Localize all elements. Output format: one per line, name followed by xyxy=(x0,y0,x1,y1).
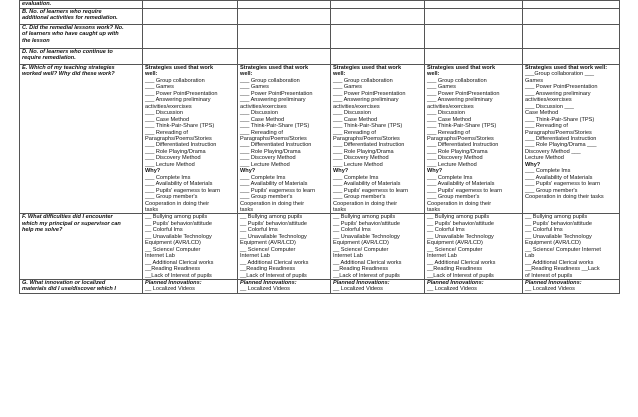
strategy-item[interactable]: ___ Differentiated Instruction xyxy=(525,135,597,142)
innovation-item[interactable]: __ Localized Videos xyxy=(427,286,477,293)
strategies-cell[interactable] xyxy=(238,65,331,214)
strategy-item: activities/exercises xyxy=(427,103,474,110)
difficulty-item[interactable]: __ Colorful Ims xyxy=(333,227,371,234)
cell-d-3[interactable] xyxy=(331,49,425,65)
row-d-continue-remediation xyxy=(20,49,620,65)
strategy-item[interactable]: ___ Think-Pair-Share (TPS) xyxy=(333,123,403,130)
cell-a-1[interactable] xyxy=(143,1,238,9)
row-c-remedial-lessons xyxy=(20,25,620,49)
why-item: tasks xyxy=(240,206,254,213)
row-f-line: F. What difficulties did I encounter xyxy=(22,214,113,221)
difficulty-item[interactable]: __ Additional Clerical works xyxy=(240,259,309,266)
innovations-cell[interactable] xyxy=(238,279,331,293)
strategies-heading: Strategies used that work xyxy=(240,65,309,71)
strategy-item[interactable]: Discovery Method ___ xyxy=(525,148,581,155)
difficulty-item: Equipment (AVR/LCD) xyxy=(145,240,201,247)
innovation-item[interactable]: __ Localized Videos xyxy=(145,286,195,293)
innovations-heading: Planned Innovations: xyxy=(240,279,297,286)
strategy-item: activities/exercises xyxy=(333,103,380,110)
row-b-line: additional activities for remediation. xyxy=(22,15,118,22)
strategies-heading: Strategies used that work xyxy=(333,65,402,71)
row-a-label xyxy=(20,1,143,9)
difficulty-item[interactable]: __Lack of Interest of pupils xyxy=(240,272,307,279)
strategy-item[interactable]: ___ Answering preliminary xyxy=(525,90,591,97)
row-e-teaching-strategies xyxy=(20,65,620,214)
strategies-heading: Strategies used that work xyxy=(145,65,214,71)
row-a-evaluation xyxy=(20,1,620,9)
row-d-label xyxy=(20,49,143,65)
innovations-heading: Planned Innovations: xyxy=(333,279,390,286)
strategy-item[interactable]: ___ Differentiated Instruction xyxy=(333,142,405,149)
difficulties-cell[interactable] xyxy=(238,214,331,280)
strategy-item[interactable]: ___ Lecture Method xyxy=(427,161,477,168)
strategy-item[interactable]: ___ Discovery Method xyxy=(427,155,483,162)
difficulty-item[interactable]: __ Pupils' behavior/attitude xyxy=(333,220,400,227)
innovation-item[interactable]: __ Localized Videos xyxy=(525,286,575,293)
strategy-item[interactable]: ___ Lecture Method xyxy=(333,161,383,168)
strategy-item[interactable]: ___ Case Method xyxy=(240,116,285,123)
difficulty-item[interactable]: __ Science/ Computer xyxy=(240,246,296,253)
strategy-item[interactable]: Lecture Method xyxy=(525,155,564,162)
cell-b-1[interactable] xyxy=(143,9,238,25)
innovations-heading: Planned Innovations: xyxy=(427,279,484,286)
why-item[interactable]: ___ Group member's xyxy=(333,194,386,201)
cell-b-3[interactable] xyxy=(331,9,425,25)
why-item[interactable]: ___ Group member's xyxy=(525,187,578,194)
innovations-cell[interactable] xyxy=(425,279,523,293)
difficulty-item[interactable]: __ Bullying among pupils xyxy=(525,214,588,221)
difficulties-cell[interactable] xyxy=(425,214,523,280)
strategy-item[interactable]: ___ Think-Pair-Share (TPS) xyxy=(525,116,595,123)
strategy-item: activities/exercises xyxy=(240,103,287,110)
why-heading: Why? xyxy=(427,168,443,175)
strategy-item[interactable]: ___ Power PointPresentation xyxy=(145,90,218,97)
why-item: tasks xyxy=(145,206,159,213)
difficulty-item: Internet Lab xyxy=(145,253,175,260)
difficulty-item[interactable]: __ Unavailable Technology xyxy=(525,233,592,240)
difficulty-item[interactable]: __ Unavailable Technology xyxy=(145,233,212,240)
strategy-item[interactable]: ___ Discussion xyxy=(145,110,183,117)
strategy-item[interactable]: ___ Role Playing/Drama xyxy=(427,148,488,155)
difficulty-item[interactable]: __ Additional Clerical works xyxy=(333,259,402,266)
row-e-line: worked well? Why did these work? xyxy=(22,71,115,78)
strategies-cell[interactable] xyxy=(425,65,523,214)
strategy-item: Paragraphs/Poems/Stories xyxy=(525,129,592,136)
strategy-item: activities/exercises xyxy=(525,97,572,104)
why-item[interactable]: ___ Group member's xyxy=(427,194,480,201)
cell-c-5[interactable] xyxy=(523,25,620,49)
difficulty-item[interactable]: __ Unavailable Technology xyxy=(427,233,494,240)
cell-c-4[interactable] xyxy=(425,25,523,49)
strategy-item[interactable]: ___ Rereading of xyxy=(240,129,283,136)
why-item[interactable]: ___ Availability of Materials xyxy=(333,181,401,188)
why-item: Cooperation in doing their xyxy=(240,200,305,207)
why-item[interactable]: ___ Complete Ims xyxy=(525,168,571,175)
strategy-item[interactable]: ___ Differentiated Instruction xyxy=(427,142,499,149)
cell-d-2[interactable] xyxy=(238,49,331,65)
innovation-item[interactable]: __ Localized Videos xyxy=(333,286,383,293)
difficulty-item: Internet Lab xyxy=(240,253,270,260)
strategy-item[interactable]: ___ Discovery Method xyxy=(145,155,201,162)
cell-a-3[interactable] xyxy=(331,1,425,9)
strategy-item: Paragraphs/Poems/Stories xyxy=(427,135,494,142)
row-b-line: B. No. of learners who require xyxy=(22,9,102,15)
strategy-item[interactable]: ___ Games xyxy=(333,84,362,91)
strategy-item: Paragraphs/Poems/Stories xyxy=(240,135,307,142)
difficulty-item[interactable]: __ Additional Clerical works xyxy=(145,259,214,266)
cell-b-5[interactable] xyxy=(523,9,620,25)
why-item: Cooperation in doing their tasks xyxy=(525,194,604,201)
strategy-item[interactable]: ___ Group collaboration xyxy=(145,77,205,84)
strategy-item[interactable]: ___ Games xyxy=(427,84,456,91)
row-f-difficulties xyxy=(20,214,620,280)
difficulty-item[interactable]: __ Additional Clerical works xyxy=(427,259,496,266)
row-f-line: which my principal or supervisor can xyxy=(22,220,121,227)
why-heading: Why? xyxy=(240,168,256,175)
strategy-item[interactable]: ___ Case Method xyxy=(333,116,378,123)
strategy-item[interactable]: ___ Role Playing/Drama xyxy=(333,148,394,155)
row-g-line: materials did I use/discover which I xyxy=(22,286,116,293)
difficulty-item[interactable]: __ Unavailable Technology xyxy=(240,233,307,240)
why-item[interactable]: ___ Complete Ims xyxy=(427,174,473,181)
difficulties-cell-5[interactable] xyxy=(523,214,620,280)
strategies-cell[interactable] xyxy=(331,65,425,214)
why-item[interactable]: ___ Pupils' eagerness to learn xyxy=(333,187,409,194)
difficulty-item[interactable]: __ Colorful Ims xyxy=(240,227,278,234)
strategy-item[interactable]: ___ Differentiated Instruction xyxy=(145,142,217,149)
difficulty-item[interactable]: __ Science/ Computer xyxy=(427,246,483,253)
strategy-item[interactable]: ___ Games xyxy=(145,84,174,91)
strategy-item[interactable]: ___ Answering preliminary xyxy=(427,97,493,104)
difficulty-item[interactable]: __ Bullying among pupils xyxy=(427,214,490,221)
strategy-item[interactable]: ___ Differentiated Instruction xyxy=(240,142,312,149)
strategy-item[interactable]: Case Method xyxy=(525,110,559,117)
strategy-item[interactable]: ___ Power PointPresentation xyxy=(427,90,500,97)
strategy-item[interactable]: ___ Lecture Method xyxy=(240,161,290,168)
difficulty-item[interactable]: __ Bullying among pupils xyxy=(145,214,208,221)
why-item[interactable]: ___ Pupils' eagerness to learn xyxy=(427,187,503,194)
difficulty-item[interactable]: __Reading Readiness xyxy=(333,266,389,273)
why-item: Cooperation in doing their xyxy=(333,200,398,207)
difficulty-item: of Interest of pupils xyxy=(525,272,573,279)
why-item[interactable]: ___ Complete Ims xyxy=(145,174,191,181)
why-item[interactable]: ___ Availability of Materials xyxy=(525,174,593,181)
why-item[interactable]: ___ Availability of Materials xyxy=(145,181,213,188)
strategies-heading: well: xyxy=(240,71,253,78)
strategy-item[interactable]: ___ Think-Pair-Share (TPS) xyxy=(427,123,497,130)
innovations-heading: Planned Innovations: xyxy=(525,279,582,286)
strategy-item[interactable]: ___ Role Playing/Drama ___ xyxy=(525,142,597,149)
cell-c-1[interactable] xyxy=(143,25,238,49)
strategy-item[interactable]: ___ Discovery Method xyxy=(333,155,389,162)
difficulty-item: Internet Lab xyxy=(427,253,457,260)
why-item[interactable]: ___ Availability of Materials xyxy=(240,181,308,188)
strategy-item[interactable]: ___ Case Method xyxy=(427,116,472,123)
cell-d-1[interactable] xyxy=(143,49,238,65)
why-item[interactable]: ___ Pupils' eagerness to learn xyxy=(525,181,601,188)
row-d-line: require remediation. xyxy=(22,55,76,62)
why-item: Cooperation in doing their xyxy=(145,200,210,207)
strategy-item[interactable]: Games xyxy=(525,77,544,84)
strategies-heading: Strategies used that work xyxy=(427,65,496,71)
difficulty-item: Equipment (AVR/LCD) xyxy=(240,240,296,247)
cell-c-3[interactable] xyxy=(331,25,425,49)
strategy-item[interactable]: ___ Case Method xyxy=(145,116,190,123)
strategy-item[interactable]: ___ Rereading of xyxy=(525,123,568,130)
row-a-text: evaluation. xyxy=(22,1,52,7)
strategy-item[interactable]: ___ Role Playing/Drama xyxy=(240,148,301,155)
why-item[interactable]: ___ Availability of Materials xyxy=(427,181,495,188)
innovations-cell[interactable] xyxy=(331,279,425,293)
difficulty-item[interactable]: __Lack of Interest of pupils xyxy=(145,272,212,279)
difficulty-item[interactable]: __Reading Readiness xyxy=(145,266,201,273)
strategy-item[interactable]: ___ Lecture Method xyxy=(145,161,195,168)
row-b-label xyxy=(20,9,143,25)
difficulty-item: Equipment (AVR/LCD) xyxy=(525,240,581,247)
difficulties-cell[interactable] xyxy=(143,214,238,280)
why-item: Cooperation in doing their xyxy=(427,200,492,207)
difficulty-item: Lab xyxy=(525,253,535,260)
strategy-item: Paragraphs/Poems/Stories xyxy=(333,135,400,142)
strategies-heading: well: xyxy=(427,71,440,78)
difficulty-item[interactable]: __ Unavailable Technology xyxy=(333,233,400,240)
difficulty-item[interactable]: __ Pupils' behavior/attitude xyxy=(427,220,494,227)
why-heading: Why? xyxy=(333,168,349,175)
difficulty-item[interactable]: __ Pupils' behavior/attitude xyxy=(525,220,592,227)
why-heading: Why? xyxy=(145,168,161,175)
row-c-line: C. Did the remedial lessons work? No. xyxy=(22,25,124,31)
strategy-item[interactable]: ___ Discussion xyxy=(427,110,465,117)
cell-a-5[interactable] xyxy=(523,1,620,9)
strategies-heading: well: xyxy=(145,71,158,78)
why-item[interactable]: ___ Complete Ims xyxy=(240,174,286,181)
row-g-line: G. What innovation or localized xyxy=(22,279,106,286)
strategy-item[interactable]: ___ Group collaboration xyxy=(240,77,300,84)
row-c-line: the lesson xyxy=(22,37,50,44)
row-g-innovations xyxy=(20,279,620,293)
cell-b-2[interactable] xyxy=(238,9,331,25)
cell-b-4[interactable] xyxy=(425,9,523,25)
difficulty-item[interactable]: __ Pupils' behavior/attitude xyxy=(145,220,212,227)
difficulty-item: Internet Lab xyxy=(333,253,363,260)
row-b-remediation xyxy=(20,9,620,25)
difficulty-item[interactable]: __Lack of Interest of pupils xyxy=(333,272,400,279)
strategy-item[interactable]: ___ Discovery Method xyxy=(240,155,296,162)
strategies-heading: well: xyxy=(333,71,346,78)
strategy-item[interactable]: ___ Power PointPresentation xyxy=(240,90,313,97)
difficulty-item[interactable]: __ Pupils' behavior/attitude xyxy=(240,220,307,227)
difficulty-item[interactable]: __Reading Readiness xyxy=(427,266,483,273)
row-c-line: of learners who have caught up with xyxy=(22,31,119,38)
why-item[interactable]: ___ Complete Ims xyxy=(333,174,379,181)
difficulty-item[interactable]: __ Colorful Ims xyxy=(427,227,465,234)
cell-d-5[interactable] xyxy=(523,49,620,65)
cell-c-2[interactable] xyxy=(238,25,331,49)
strategy-item[interactable]: ___ Group collaboration xyxy=(427,77,487,84)
difficulty-item[interactable]: __Reading Readiness xyxy=(240,266,296,273)
cell-d-4[interactable] xyxy=(425,49,523,65)
difficulties-cell[interactable] xyxy=(331,214,425,280)
strategy-item[interactable]: ___ Discussion ___ xyxy=(525,103,574,110)
reflection-table xyxy=(19,0,620,294)
why-item[interactable]: ___ Pupils' eagerness to learn xyxy=(145,187,221,194)
row-f-line: help me solve? xyxy=(22,227,63,234)
strategy-item[interactable]: ___ Power PointPresentation xyxy=(333,90,406,97)
strategy-item[interactable]: ___ Games xyxy=(240,84,269,91)
why-item[interactable]: ___ Group member's xyxy=(145,194,198,201)
row-e-line: E. Which of my teaching strategies xyxy=(22,65,115,71)
strategy-item: Paragraphs/Poems/Stories xyxy=(145,135,212,142)
strategy-item: activities/exercises xyxy=(145,103,192,110)
strategy-item[interactable]: ___ Discussion xyxy=(333,110,371,117)
strategy-item[interactable]: ___ Think-Pair-Share (TPS) xyxy=(240,123,310,130)
difficulty-item[interactable]: __Reading Readiness __Lack xyxy=(525,266,600,273)
difficulty-item[interactable]: __Lack of Interest of pupils xyxy=(427,272,494,279)
why-heading: Why? xyxy=(525,161,541,168)
strategies-cell[interactable] xyxy=(143,65,238,214)
innovation-item[interactable]: __ Localized Videos xyxy=(240,286,290,293)
difficulty-item[interactable]: __ Colorful Ims xyxy=(525,227,563,234)
why-item[interactable]: ___ Pupils' eagerness to learn xyxy=(240,187,316,194)
strategies-heading: Strategies used that work well: xyxy=(525,65,608,71)
difficulty-item: Equipment (AVR/LCD) xyxy=(333,240,389,247)
difficulty-item: Equipment (AVR/LCD) xyxy=(427,240,483,247)
strategy-item[interactable]: ___ Think-Pair-Share (TPS) xyxy=(145,123,215,130)
strategy-item[interactable]: ___ Rereading of xyxy=(145,129,188,136)
strategy-item[interactable]: ___ Answering preliminary xyxy=(240,97,306,104)
why-item: tasks xyxy=(427,206,441,213)
strategy-item[interactable]: ___ Discussion xyxy=(240,110,278,117)
difficulty-item[interactable]: __ Bullying among pupils xyxy=(333,214,396,221)
row-d-line: D. No. of learners who continue to xyxy=(22,49,113,55)
strategies-cell-5[interactable] xyxy=(523,65,620,214)
cell-a-4[interactable] xyxy=(425,1,523,9)
row-g-label xyxy=(20,279,143,293)
innovations-cell[interactable] xyxy=(523,279,620,293)
strategy-item[interactable]: ___ Rereading of xyxy=(333,129,376,136)
difficulty-item[interactable]: __ Science/ Computer xyxy=(333,246,389,253)
difficulty-item[interactable]: __ Colorful Ims xyxy=(145,227,183,234)
difficulty-item[interactable]: __ Additional Clerical works xyxy=(525,259,594,266)
row-c-label xyxy=(20,25,143,49)
row-f-label xyxy=(20,214,143,280)
innovations-cell[interactable] xyxy=(143,279,238,293)
strategy-item[interactable]: ___ Group collaboration xyxy=(333,77,393,84)
difficulty-item[interactable]: __ Science/ Computer Internet xyxy=(525,246,601,253)
strategy-item[interactable]: ___ Answering preliminary xyxy=(333,97,399,104)
why-item: tasks xyxy=(333,206,347,213)
row-e-label xyxy=(20,65,143,214)
strategy-item[interactable]: ___Group collaboration ___ xyxy=(525,71,595,78)
difficulty-item[interactable]: __ Bullying among pupils xyxy=(240,214,303,221)
strategy-item[interactable]: ___ Rereading of xyxy=(427,129,470,136)
cell-a-2[interactable] xyxy=(238,1,331,9)
strategy-item[interactable]: ___ Power PointPresentation xyxy=(525,84,598,91)
strategy-item[interactable]: ___ Role Playing/Drama xyxy=(145,148,206,155)
difficulty-item[interactable]: __ Science/ Computer xyxy=(145,246,201,253)
why-item[interactable]: ___ Group member's xyxy=(240,194,293,201)
innovations-heading: Planned Innovations: xyxy=(145,279,202,286)
strategy-item[interactable]: ___ Answering preliminary xyxy=(145,97,211,104)
